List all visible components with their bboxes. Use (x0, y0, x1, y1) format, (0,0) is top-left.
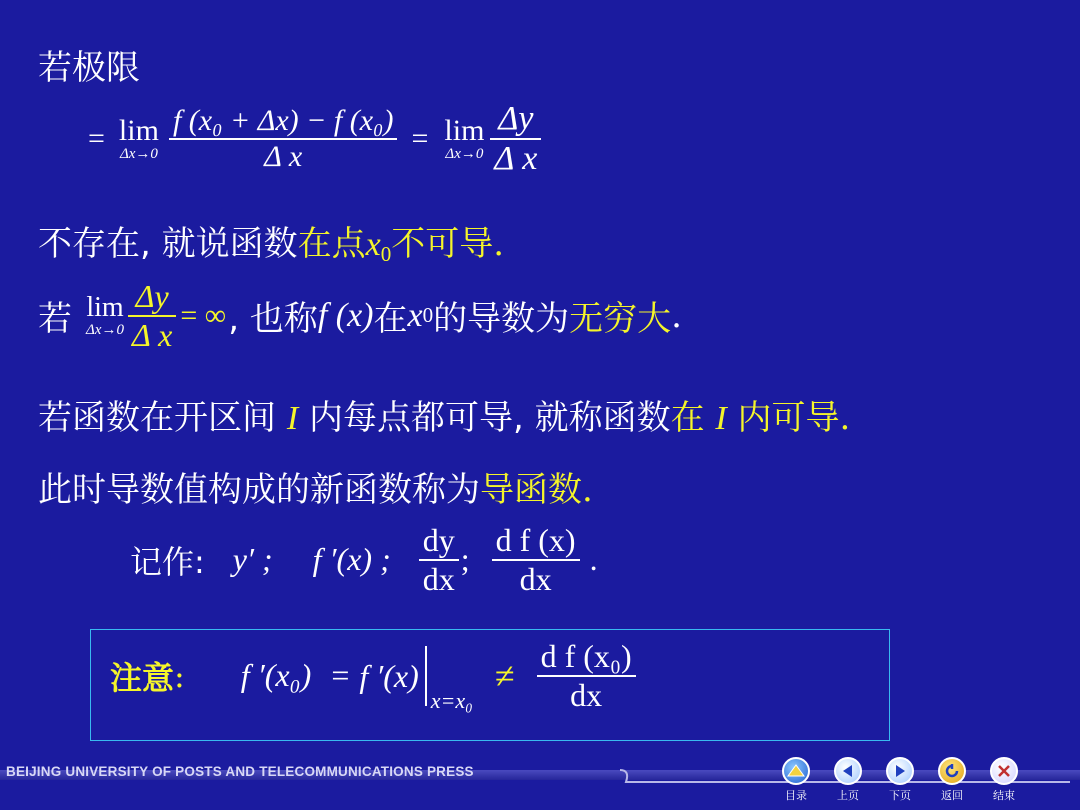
nav-exit-button[interactable] (990, 757, 1018, 785)
line4-ruo: 若 (38, 299, 72, 340)
line3-highlight-b: 不可导 (391, 224, 494, 264)
dfx-numerator: d f (x) (495, 522, 576, 558)
dx-denominator: dx (422, 560, 455, 597)
footer-title: BEIJING UNIVERSITY OF POSTS AND TELECOMMUNICATIONS PRESS (6, 764, 474, 779)
numerator-2: Δy (498, 100, 534, 137)
line3-text: 不存在, 就说函数 (38, 224, 298, 264)
text-line-3 (38, 216, 504, 267)
line4-text-a: , 也称 (228, 299, 318, 340)
return-icon (944, 763, 960, 779)
lim-text: lim (118, 114, 159, 148)
notation-semicolon: ; (460, 541, 470, 578)
note-content (110, 638, 636, 714)
line4-var: x (407, 296, 423, 334)
nav-label-prev[interactable]: 上页 (837, 789, 859, 802)
text-line-5 (38, 390, 850, 439)
note-colon: : (174, 656, 185, 695)
notation-label: 记作: (130, 542, 205, 581)
notation-f-prime: f ′(x) ; (312, 541, 391, 578)
lim-text-3: lim (86, 292, 124, 324)
nav-prev-button[interactable] (834, 757, 862, 785)
lim-text-2: lim (444, 114, 485, 148)
nav-contents-button[interactable] (782, 757, 810, 785)
line6-highlight: 导函数 (480, 470, 582, 510)
line5-text-b: 内每点都可导, 就称函数 (298, 398, 671, 438)
dy-numerator: dy (422, 522, 455, 558)
denominator-3: Δ x (131, 316, 173, 353)
nav-next-button[interactable] (886, 757, 914, 785)
delta-quotient-2 (128, 278, 176, 354)
dx-denominator-2: dx (519, 560, 552, 597)
close-icon (997, 764, 1011, 778)
line5-dot: . (839, 398, 851, 438)
line3-var: x (365, 226, 381, 263)
line5-var-2: I (715, 400, 727, 437)
note-denominator: dx (570, 676, 603, 713)
denominator-2: Δ x (494, 139, 538, 177)
nav-label-exit[interactable]: 结束 (993, 789, 1015, 802)
nav-label-next[interactable]: 下页 (889, 789, 911, 802)
text-line-4 (38, 278, 682, 354)
text-line-6 (38, 462, 593, 511)
lim-subscript-2: Δx→0 (445, 146, 484, 163)
line3-sub: 0 (380, 241, 392, 266)
line3-highlight-a: 在点 (297, 224, 366, 264)
limit-operator (119, 114, 159, 163)
difference-quotient (169, 104, 398, 174)
lim-subscript: Δx→0 (119, 146, 158, 163)
line5-highlight-a: 在 (670, 398, 716, 438)
home-icon (787, 764, 805, 778)
notation-dy-dx (419, 522, 459, 598)
note-eval-point: x=x₀ (430, 687, 473, 713)
numerator: f (x₀ + Δx) − f (x₀) (172, 104, 394, 137)
line4-sub: 0 (422, 303, 434, 328)
line4-fx: f (x) (317, 296, 374, 334)
nav-label-contents[interactable]: 目录 (785, 789, 807, 802)
line4-highlight: 无穷大 (569, 299, 672, 340)
numerator-3: Δy (135, 278, 169, 314)
arrow-right-icon (892, 763, 908, 779)
limit-equation (88, 100, 541, 178)
note-equals: = (331, 657, 350, 694)
notation-period: . (589, 541, 598, 578)
note-numerator: d f (x₀) (540, 638, 632, 674)
note-mid: f ′(x) (359, 646, 426, 706)
note-fraction (537, 638, 636, 714)
not-equal-sign: ≠ (494, 655, 515, 696)
line4-dot: . (671, 295, 682, 336)
arrow-left-icon (840, 763, 856, 779)
equals-infinity: = ∞ (180, 298, 227, 332)
notation-df-dx (492, 522, 580, 598)
line5-highlight-b: 内可导 (726, 398, 840, 438)
equals-sign: = (88, 121, 105, 155)
line6-dot: . (582, 470, 593, 510)
note-lhs: f ′(x₀) (240, 657, 312, 694)
line3-dot: . (493, 224, 505, 264)
nav-return-button[interactable] (938, 757, 966, 785)
delta-quotient (490, 100, 541, 178)
limit-operator-3 (86, 292, 124, 339)
limit-operator-2 (444, 114, 484, 163)
denominator: Δ x (264, 139, 303, 173)
text-line-1: 若极限 (38, 48, 140, 88)
equals-sign-2: = (411, 121, 429, 155)
line4-text-b: 在 (373, 299, 408, 340)
nav-label-return[interactable]: 返回 (941, 789, 963, 802)
line4-text-c: 的导数为 (433, 299, 570, 340)
notation-y-prime: y′ ; (232, 541, 273, 578)
lim-subscript-3: Δx→0 (86, 322, 124, 339)
line5-text-a: 若函数在开区间 (38, 398, 287, 438)
line6-text: 此时导数值构成的新函数称为 (38, 470, 480, 510)
note-label: 注意 (110, 658, 175, 697)
notation-line (130, 522, 598, 598)
line5-var: I (286, 400, 299, 437)
